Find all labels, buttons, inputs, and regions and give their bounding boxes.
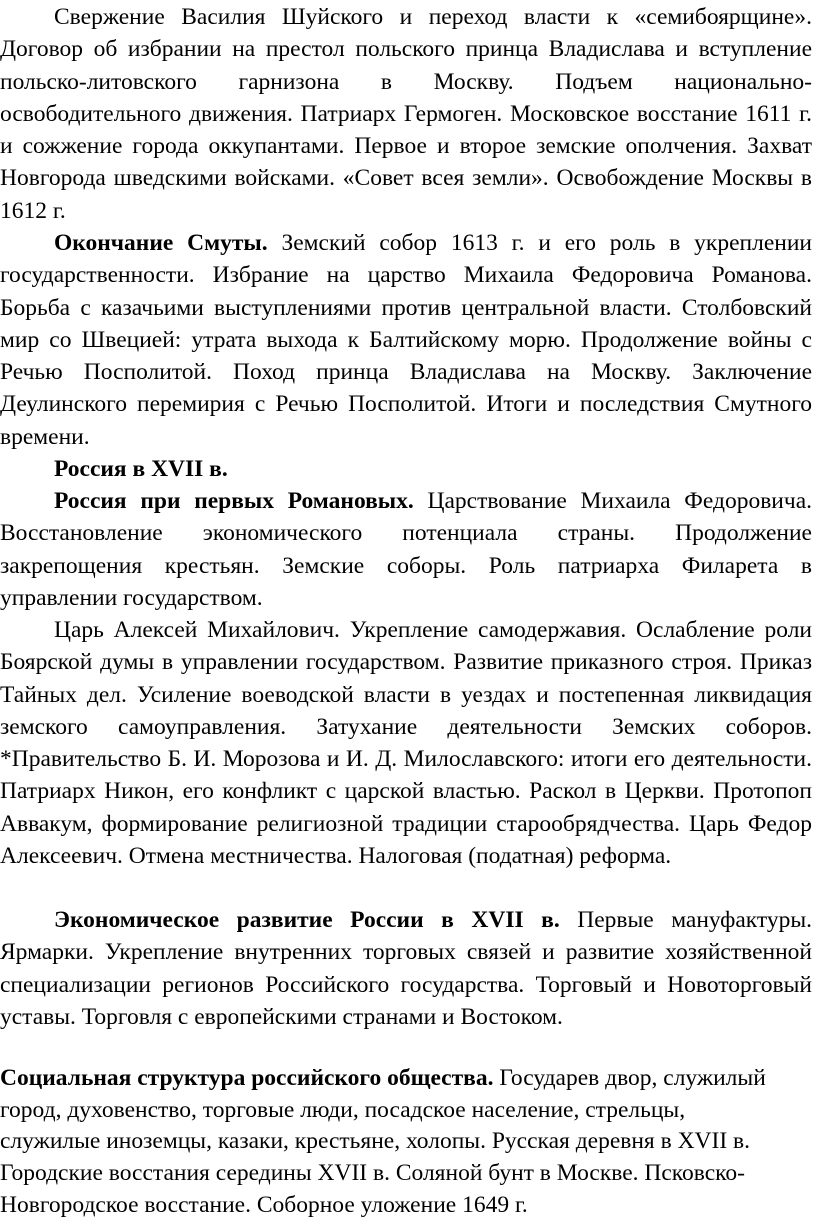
paragraph-time-of-troubles-events [0, 1, 812, 227]
paragraph-body: Государев двор, служилый город, духовенство, торговые люди, посадское население, стрельцы, служилые иноземцы, казаки, крестьяне, холопы. Русская деревня в XVII в. Городские восстания середины XVII в. Соляной бунт в Москве. Псковско-Новгородское восстание. Соборное уложение 1649 г. [0, 1065, 766, 1218]
paragraph-end-of-troubles [0, 227, 812, 453]
paragraph-body: Царствование Михаила Федоровича. Восстановление экономического потенциала страны. Продолжение закрепощения крестьян. Земские соборы. Роль патриарха Филарета в управлении государством. [0, 488, 812, 611]
paragraph-first-romanovs [0, 485, 812, 614]
paragraph-alexei-mikhailovich [0, 614, 812, 872]
paragraph-body: Свержение Василия Шуйского и переход власти к «семибоярщине». Договор об избрании на престол польского принца Владислава и вступление польско-литовского гарнизона в Москву. Подъем национально-освободительного движения. Патриарх Гермоген. Московское восстание 1611 г. и сожжение города оккупантами. Первое и второе земские ополчения. Захват Новгорода шведскими войсками. «Совет всея земли». Освобождение Москвы в 1612 г. [0, 4, 812, 224]
paragraph-heading: Россия при первых Романовых. [54, 488, 414, 514]
section-heading-russia-17th-century [0, 453, 812, 485]
paragraph-body: Царь Алексей Михайлович. Укрепление самодержавия. Ослабление роли Боярской думы в управлении государством. Развитие приказного строя. Приказ Тайных дел. Усиление воеводской власти в уездах и постепенная ликвидация земского самоуправления. Затухание деятельности Земских соборов. *Правительство Б. И. Морозова и И. Д. Милославского: итоги его деятельности. Патриарх Никон, его конфликт с царской властью. Раскол в Церкви. Протопоп Аввакум, формирование религиозной традиции старообрядчества. Царь Федор Алексеевич. Отмена местничества. Налоговая (податная) реформа. [0, 617, 812, 870]
paragraph-heading: Окончание Смуты. [54, 230, 268, 256]
section-heading: Россия в XVII в. [54, 456, 228, 482]
paragraph-heading: Экономическое развитие России в XVII в. [54, 907, 560, 933]
paragraph-body: Первые мануфактуры. Ярмарки. Укрепление внутренних торговых связей и развитие хозяйственной специализации регионов Российского государства. Торговый и Новоторговый уставы. Торговля с европейскими странами и Востоком. [0, 907, 812, 1030]
paragraph-heading: Социальная структура российского общества. [0, 1065, 494, 1091]
paragraph-economic-development [0, 904, 812, 1033]
paragraph-body: Земский собор 1613 г. и его роль в укреплении государственности. Избрание на царство Михаила Федоровича Романова. Борьба с казачьими выступлениями против центральной власти. Столбовский мир со Швецией: утрата выхода к Балтийскому морю. Продолжение войны с Речью Посполитой. Поход принца Владислава на Москву. Заключение Деулинского перемирия с Речью Посполитой. Итоги и последствия Смутного времени. [0, 230, 812, 450]
paragraph-social-structure [0, 1063, 780, 1222]
